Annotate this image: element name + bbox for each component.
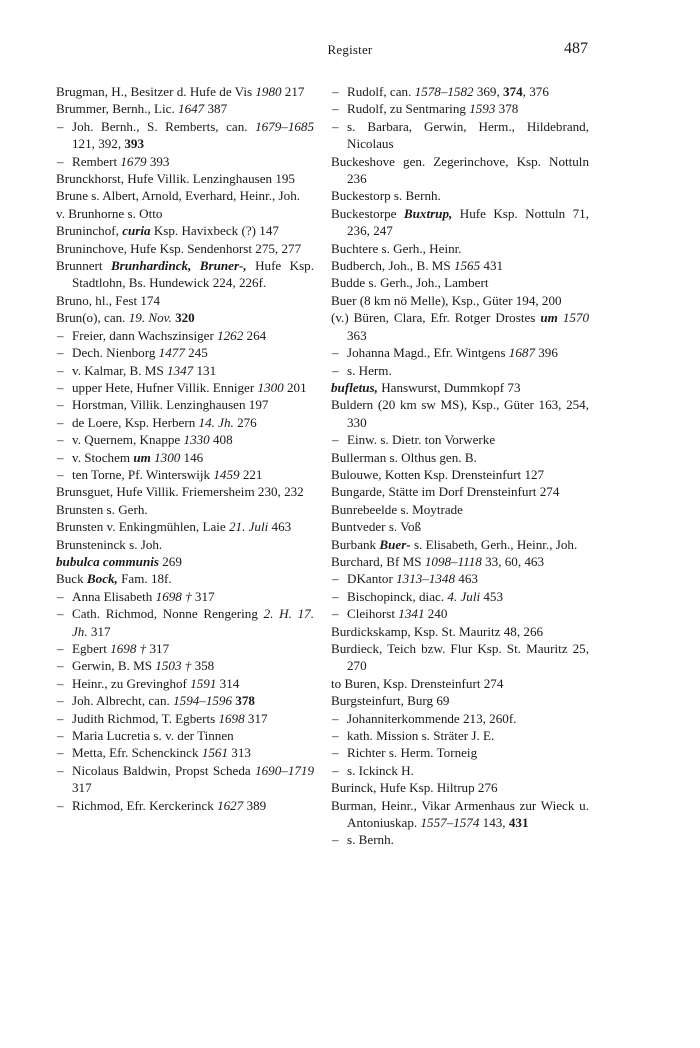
index-entry (331, 240, 589, 257)
index-entry-text: Rudolf, zu Sentmaring (347, 101, 470, 117)
index-entry-text: 269 (158, 553, 182, 569)
index-entry-text: Metta, Efr. Schenckinck (72, 745, 202, 761)
index-entry-text: Buer- (379, 536, 411, 552)
index-entry (331, 779, 589, 796)
index-entry (56, 205, 314, 222)
index-entry-text: Brunsten v. Enkingmühlen, Laie (56, 519, 229, 535)
index-entry-text: 374 (503, 84, 523, 99)
index-entry-text: Bruninchove, Hufe Ksp. Sendenhorst 275, 277 (56, 240, 302, 256)
index-entry-text: Buldern (20 km sw MS), Ksp., Güter 163, 254, 330 (331, 397, 589, 430)
index-entry-text: 317 (87, 623, 111, 639)
index-subentry (56, 710, 314, 727)
index-entry-text: bufletus, (331, 379, 378, 395)
index-entry-text: Dech. Nienborg (72, 345, 159, 361)
index-entry-text: 240 (424, 606, 448, 622)
index-entry-text: 1698 † (155, 588, 192, 604)
index-entry-text: Rudolf, can. (347, 84, 415, 99)
index-entry (331, 187, 589, 204)
index-entry-text: Brugman, H., Besitzer d. Hufe de Vis (56, 84, 256, 99)
index-entry-text: 320 (175, 310, 195, 326)
index-entry-text: bubulca communis (56, 553, 159, 569)
index-entry-text: 378 (495, 101, 519, 117)
index-entry-text: 1570 (562, 310, 589, 326)
index-entry-text: upper Hete, Hufner Villik. Enniger (72, 379, 258, 395)
index-subentry (56, 379, 314, 396)
index-subentry (331, 344, 589, 361)
index-entry-text: 19. Nov. (128, 310, 172, 326)
index-entry-text: v. Kalmar, B. MS (72, 362, 168, 378)
index-entry-text: Johanniterkommende 213, 260f. (347, 710, 517, 726)
index-entry (331, 553, 589, 570)
index-entry-text: Burchard, Bf MS (331, 553, 425, 569)
index-entry (56, 483, 314, 500)
index-entry-text: Fam. 18f. (117, 571, 172, 587)
index-entry-text: 121, 392, (72, 136, 125, 152)
index-entry-text: Buchtere s. Gerh., Heinr. (331, 240, 462, 256)
index-entry-text: 21. Juli (228, 519, 269, 535)
index-entry (56, 570, 314, 587)
index-entry (331, 257, 589, 274)
index-entry-text: 369, (473, 84, 504, 99)
index-entry (56, 518, 314, 535)
index-subentry (331, 118, 589, 153)
index-entry-text: 1313–1348 (396, 571, 456, 587)
index-entry (331, 692, 589, 709)
index-entry-text: Heinr., zu Grevinghof (72, 675, 191, 691)
index-entry-text: Buckeshove gen. Zegerinchove, Ksp. Nottuln 236 (331, 153, 589, 187)
index-subentry (56, 431, 314, 448)
index-entry-text: Rembert (72, 153, 121, 169)
index-entry-text: 396 (534, 345, 558, 361)
index-entry-text: Anna Elisabeth (72, 588, 156, 604)
index-entry-text: Brunsguet, Hufe Villik. Friemersheim 230, 232 (56, 484, 304, 500)
index-subentry (56, 744, 314, 761)
index-entry-text: Buxtrup, (403, 205, 453, 221)
index-subentry (56, 727, 314, 744)
index-subentry (56, 414, 314, 431)
index-subentry (331, 362, 589, 379)
index-entry-text: 4. Juli (447, 588, 481, 604)
index-entry-text: 1980 (255, 84, 282, 99)
index-entry-text: 1561 (201, 745, 228, 761)
index-entry-text: Bunrebeelde s. Moytrade (331, 501, 463, 517)
index-subentry (331, 710, 589, 727)
index-entry-text: DKantor (347, 571, 397, 587)
index-subentry (56, 797, 314, 814)
index-entry-text: 1565 (453, 258, 481, 274)
index-entry-text: Joh. Bernh., S. Remberts, can. (72, 118, 256, 134)
index-subentry (56, 762, 314, 797)
index-entry (331, 205, 589, 240)
index-subentry (56, 657, 314, 674)
index-entry-text: 146 (180, 449, 204, 465)
index-subentry (56, 675, 314, 692)
index-entry-text: 453 (480, 588, 504, 604)
index-entry-text: 463 (455, 571, 478, 587)
index-entry-text: Ksp. Havixbeck (?) 147 (150, 223, 279, 239)
index-entry-text: Brune s. Albert, Arnold, Everhard, Heinr., Joh. (56, 188, 301, 204)
index-entry-text: Brunsten s. Gerh. (56, 501, 148, 517)
index-subentry (56, 396, 314, 413)
index-entry-text: Joh. Albrecht, can. (72, 693, 174, 709)
index-column-right (331, 83, 589, 849)
index-entry (56, 222, 314, 239)
index-subentry (331, 570, 589, 587)
index-subentry (331, 83, 589, 100)
index-entry-text: Einw. s. Dietr. ton Vorwerke (347, 432, 496, 448)
index-entry-text: 33, 60, 463 (481, 553, 545, 569)
index-entry-text: v. Stochem (72, 449, 134, 465)
index-entry-text: Burgsteinfurt, Burg 69 (331, 693, 450, 709)
index-entry (331, 466, 589, 483)
index-entry-text: Brunhardinck, Bruner-, (110, 258, 247, 274)
index-entry-text: Bruno, hl., Fest 174 (56, 292, 161, 308)
index-entry-text: Bulouwe, Kotten Ksp. Drensteinfurt 127 (331, 466, 545, 482)
index-entry-text: Horstman, Villik. Lenzinghausen 197 (72, 397, 269, 413)
index-entry-text: 264 (243, 327, 267, 343)
index-entry-text: curia (122, 223, 151, 239)
index-entry (56, 292, 314, 309)
index-subentry (331, 431, 589, 448)
index-entry-text: 1698 † (110, 641, 147, 656)
running-title: Register (327, 42, 373, 57)
index-entry-text: um (133, 449, 151, 465)
index-entry (56, 170, 314, 187)
index-entry-text: Budberch, Joh., B. MS (331, 258, 454, 274)
index-entry-text: 313 (228, 745, 251, 761)
index-entry-text: Buntveder s. Voß (331, 519, 422, 535)
index-entry-text: 1647 (178, 101, 205, 117)
index-entry (56, 187, 314, 204)
index-entry-text: 221 (239, 466, 263, 482)
index-entry-text: ten Torne, Pf. Winterswijk (72, 466, 214, 482)
index-entry-text: 1679 (120, 153, 147, 169)
index-entry (56, 100, 314, 117)
index-entry-text: 317 (244, 710, 268, 726)
index-subentry (56, 118, 314, 153)
index-subentry (331, 744, 589, 761)
index-entry-text: Nicolaus Baldwin, Propst Scheda (72, 762, 256, 778)
index-entry-text: 363 (347, 327, 367, 343)
index-entry-text: 408 (209, 432, 233, 448)
index-entry-text: Richter s. Herm. Torneig (347, 745, 478, 761)
index-entry-text: 1262 (217, 327, 244, 343)
index-entry (331, 274, 589, 291)
index-subentry (331, 100, 589, 117)
index-entry-text: 1557–1574 (420, 815, 480, 831)
index-entry (56, 536, 314, 553)
index-entry-text: Gerwin, B. MS (72, 658, 156, 674)
index-entry-text: Brunsteninck s. Joh. (56, 536, 163, 552)
index-entry-text: 431 (480, 258, 504, 274)
index-entry (331, 501, 589, 518)
index-entry-text: s. Herm. (347, 362, 392, 378)
index-entry-text: Bullerman s. Olthus gen. B. (331, 449, 477, 465)
index-entry-text: 14. Jh. (198, 414, 234, 430)
index-entry-text: 1300 (257, 379, 284, 395)
page-number: 487 (564, 40, 588, 57)
index-entry-text: 1503 † (155, 658, 192, 674)
index-entry-text: Burinck, Hufe Ksp. Hiltrup 276 (331, 780, 498, 796)
index-entry (331, 675, 589, 692)
index-entry-text: Cath. Richmod, Nonne Rengering (72, 606, 264, 622)
index-entry-text: 317 (146, 641, 170, 656)
index-entry-text: Buckestorp s. Bernh. (331, 188, 441, 204)
index-entry-text: 1578–1582 (414, 84, 474, 99)
index-entry (331, 153, 589, 188)
index-entry (56, 257, 314, 292)
index-entry-text: Brunnert (56, 258, 111, 274)
index-entry-text: 1627 (217, 797, 244, 813)
index-entry-text: 358 (191, 658, 215, 674)
index-entry (331, 309, 589, 344)
page-header (0, 40, 700, 64)
index-subentry (331, 762, 589, 779)
index-entry-text: Burbank (331, 536, 380, 552)
index-entry-text: 389 (243, 797, 267, 813)
index-entry-text: Burman, Heinr., Vikar Armenhaus zur Wieck u. Antoniuskap. (331, 797, 589, 831)
index-entry-text: s. Elisabeth, Gerh., Heinr., Joh. (410, 536, 578, 552)
index-subentry (331, 588, 589, 605)
index-subentry (56, 605, 314, 640)
index-entry-text: 431 (508, 815, 529, 831)
index-entry-text: 463 (268, 519, 292, 535)
index-entry-text: Brummer, Bernh., Lic. (56, 101, 179, 117)
index-entry-text: Buer (8 km nö Melle), Ksp., Güter 194, 200 (331, 292, 562, 308)
index-entry-text: 393 (124, 136, 145, 152)
index-entry-text: Bruninchof, (56, 223, 123, 239)
index-entry-text: Burdickskamp, Ksp. St. Mauritz 48, 266 (331, 623, 544, 639)
index-entry-text: Bungarde, Stätte im Dorf Drensteinfurt 274 (331, 484, 560, 500)
index-entry-text: , 376 (522, 84, 549, 99)
index-entry-text: Bischopinck, diac. (347, 588, 448, 604)
index-entry-text: 314 (216, 675, 240, 691)
index-subentry (56, 362, 314, 379)
index-entry-text: (v.) Büren, Clara, Efr. Rotger Drostes (331, 310, 541, 326)
index-entry-text: 1698 (218, 710, 245, 726)
index-entry (56, 501, 314, 518)
index-entry-text: 378 (235, 693, 255, 709)
index-entry-text: 1098–1118 (424, 553, 482, 569)
index-entry-text: 1593 (469, 101, 496, 117)
index-subentry (56, 640, 314, 657)
index-subentry (56, 153, 314, 170)
index-entry-text: Freier, dann Wachszinsiger (72, 327, 218, 343)
index-subentry (56, 466, 314, 483)
index-subentry (56, 327, 314, 344)
index-entry-text: Burdieck, Teich bzw. Flur Ksp. St. Mauritz 25, 270 (331, 641, 589, 674)
index-entry-text: s. Bernh. (347, 832, 394, 848)
index-subentry (56, 588, 314, 605)
index-entry-text: 1347 (167, 362, 194, 378)
index-entry-text: 1300 (154, 449, 181, 465)
index-entry-text: Brunckhorst, Hufe Villik. Lenzinghausen 195 (56, 171, 295, 187)
index-subentry (56, 692, 314, 709)
index-entry-text: 1594–1596 (173, 693, 233, 709)
index-entry-text: Bock, (86, 571, 118, 587)
index-entry-text: 143, (479, 815, 509, 831)
index-subentry (331, 727, 589, 744)
index-entry-text: 1459 (213, 466, 240, 482)
index-entry (331, 396, 589, 431)
index-entry-text: Buckestorpe (331, 205, 404, 221)
index-entry (331, 518, 589, 535)
index-subentry (56, 449, 314, 466)
index-entry-text: 245 (184, 345, 208, 361)
index-entry-text: 1687 (508, 345, 535, 361)
index-entry-text: Buck (56, 571, 87, 587)
index-entry (56, 553, 314, 570)
index-entry-text: 1341 (398, 606, 425, 622)
index-entry-text: Maria Lucretia s. v. der Tinnen (72, 728, 234, 744)
index-entry (331, 379, 589, 396)
index-entry-text: 387 (204, 101, 228, 117)
index-entry-text: to Buren, Ksp. Drensteinfurt 274 (331, 675, 504, 691)
index-subentry (56, 344, 314, 361)
index-entry (56, 240, 314, 257)
index-entry-text: um (540, 310, 558, 326)
index-entry-text: Hufe Ksp. Nottuln 71, 236, 247 (347, 205, 589, 239)
index-entry-text: v. Quernem, Knappe (72, 432, 184, 448)
index-entry (331, 449, 589, 466)
index-entry-text: v. Brunhorne s. Otto (56, 205, 163, 221)
index-entry-text: s. Barbara, Gerwin, Herm., Hildebrand, Nicolaus (347, 118, 589, 152)
index-entry-text: 201 (283, 379, 307, 395)
index-entry-text: Hufe Ksp. Stadtlohn, Bs. Hundewick 224, 226f. (72, 258, 315, 291)
index-entry (331, 292, 589, 309)
index-entry-text: s. Ickinck H. (347, 762, 414, 778)
index-entry (331, 623, 589, 640)
index-entry-text: 131 (193, 362, 217, 378)
index-entry-text: Brun(o), can. (56, 310, 129, 326)
index-entry (56, 309, 314, 326)
index-entry-text: Budde s. Gerh., Joh., Lambert (331, 275, 489, 291)
index-entry-text: Judith Richmod, T. Egberts (72, 710, 219, 726)
index-entry (331, 797, 589, 832)
index-entry (331, 536, 589, 553)
index-entry (331, 640, 589, 675)
index-entry-text: 1679–1685 (255, 118, 314, 134)
index-subentry (331, 831, 589, 848)
index-entry-text: 317 (191, 588, 215, 604)
index-entry-text: Cleihorst (347, 606, 399, 622)
index-entry-text: Egbert (72, 641, 111, 656)
index-entry-text: 1690–1719 (255, 762, 314, 778)
index-entry-text: 1591 (190, 675, 217, 691)
index-entry-text: de Loere, Ksp. Herbern (72, 414, 199, 430)
index-entry-text: Johanna Magd., Efr. Wintgens (347, 345, 509, 361)
index-entry-text: 276 (233, 414, 257, 430)
index-entry-text: 1477 (158, 345, 185, 361)
index-entry-text: kath. Mission s. Sträter J. E. (347, 728, 495, 744)
index-column-left (56, 83, 314, 814)
index-entry (331, 483, 589, 500)
index-subentry (331, 605, 589, 622)
index-entry-text: 2. H. 17. Jh. (72, 606, 314, 639)
index-entry-text: 317 (72, 780, 92, 796)
index-entry-text: Richmod, Efr. Kerckerinck (72, 797, 218, 813)
index-entry-text: 217 (281, 84, 305, 99)
index-entry (56, 83, 314, 100)
index-entry-text: Hanswurst, Dummkopf 73 (377, 379, 521, 395)
index-entry-text: 393 (146, 153, 170, 169)
index-entry-text: 1330 (183, 432, 210, 448)
